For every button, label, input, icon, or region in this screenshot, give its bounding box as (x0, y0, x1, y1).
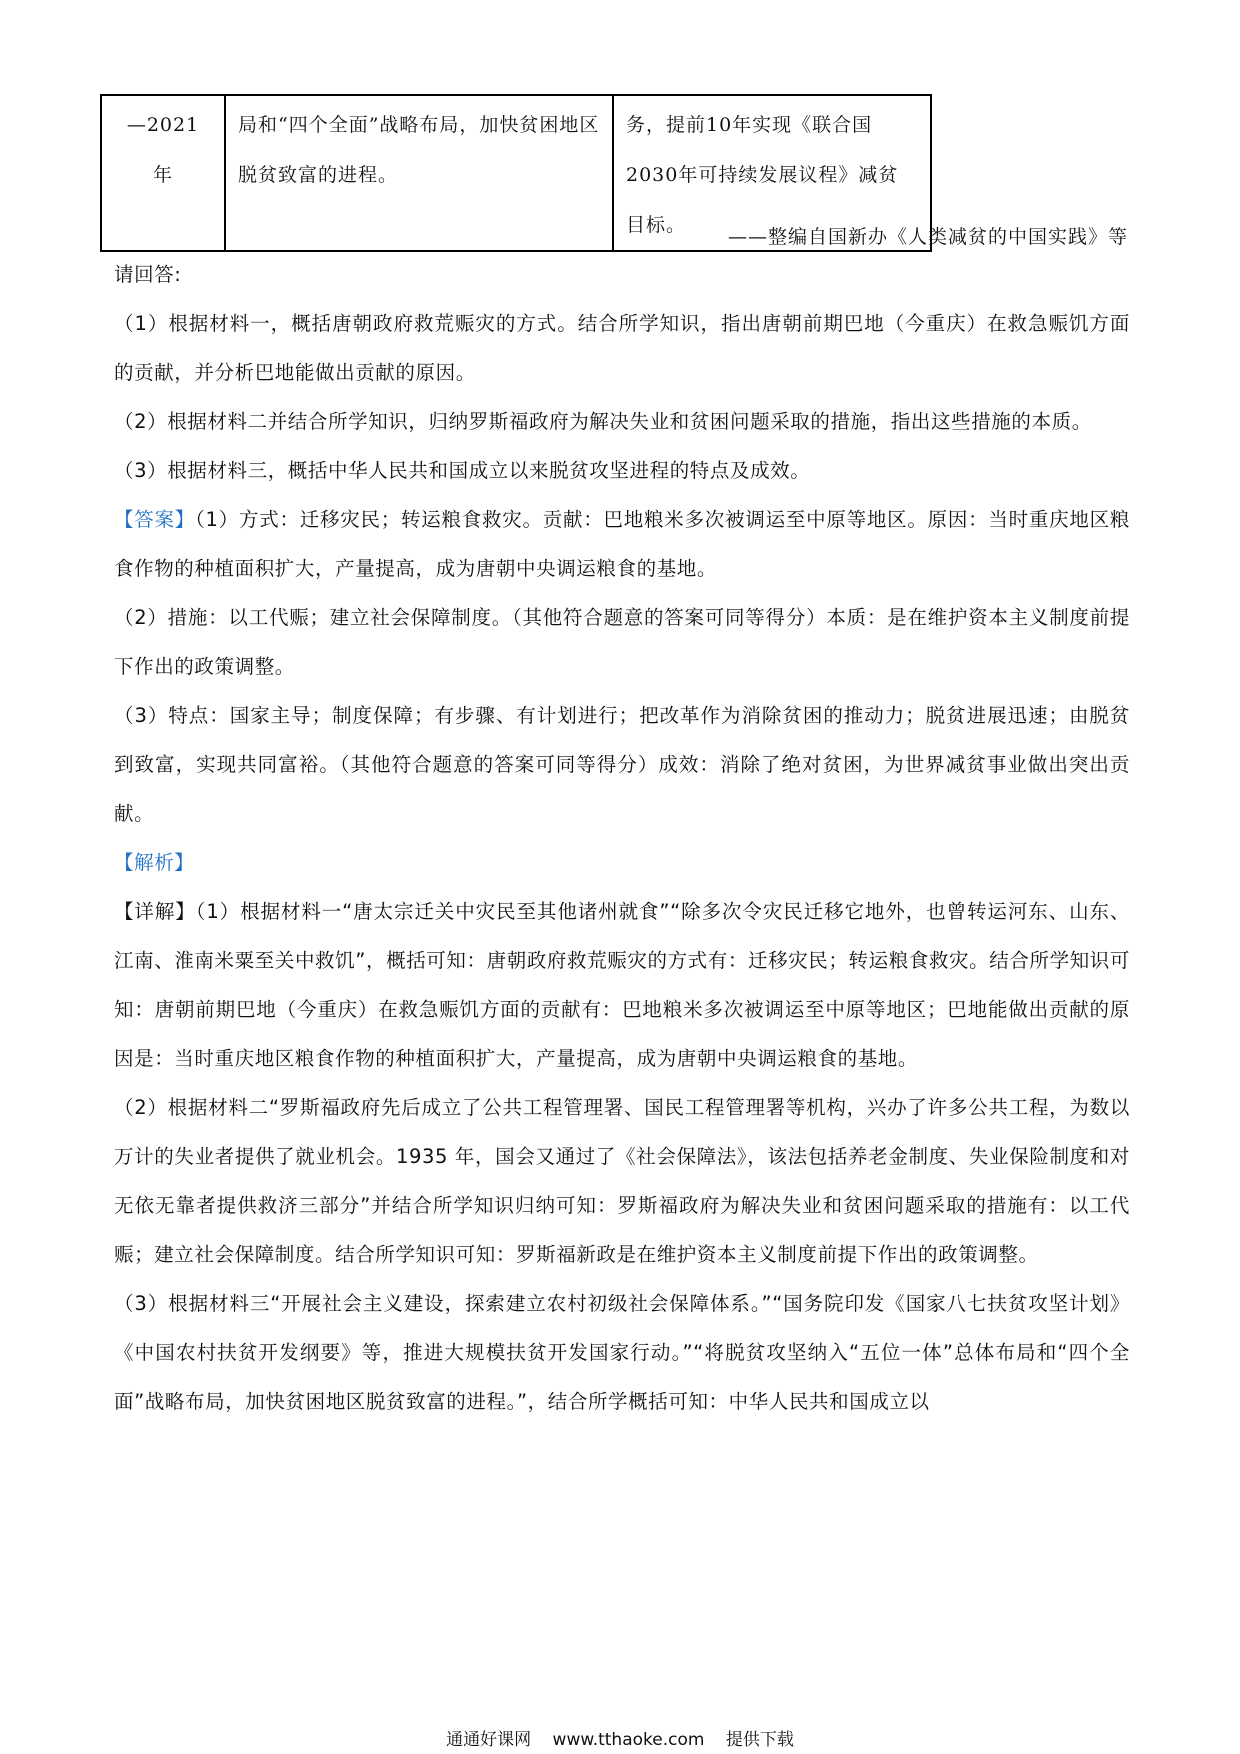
analysis-text-1: （1）根据材料一“唐太宗迁关中灾民至其他诸州就食”“除多次令灾民迁移它地外，也曾转运河东、山东、江南、淮南米粟至关中救饥”，概括可知：唐朝政府救荒赈灾的方式有：迁移灾民；转运粮食救灾。结合所学知识可知：唐朝前期巴地（今重庆）在救急赈饥方面的贡献有：巴地粮米多次被调运至中原等地区；巴地能做出贡献的原因是：当时重庆地区粮食作物的种植面积扩大，产量提高，成为唐朝中央调运粮食的基地。 (114, 900, 1130, 1070)
analysis-heading (114, 838, 1130, 887)
answer-paragraph-2: （2）措施：以工代赈；建立社会保障制度。（其他符合题意的答案可同等得分）本质：是在维护资本主义制度前提下作出的政策调整。 (114, 606, 1130, 678)
page-footer (0, 1725, 1240, 1750)
footer-url[interactable]: www.tthaoke.com (552, 1730, 705, 1750)
answer-paragraph-3: （3）特点：国家主导；制度保障；有步骤、有计划进行；把改革作为消除贫困的推动力；脱贫进展迅速；由脱贫到致富，实现共同富裕。（其他符合题意的答案可同等得分）成效：消除了绝对贫困，为世界减贫事业做出突出贡献。 (114, 704, 1130, 825)
analysis-tag: 【解析】 (114, 851, 195, 874)
answer-text-1: （1）方式：迁移灾民；转运粮食救灾。贡献：巴地粮米多次被调运至中原等地区。原因：当时重庆地区粮食作物的种植面积扩大，产量提高，成为唐朝中央调运粮食的基地。 (114, 508, 1131, 580)
detail-tag: 【详解】 (114, 900, 196, 923)
answer-paragraph-1 (114, 495, 1130, 593)
prompt-text: 请回答: (114, 263, 182, 286)
table-cell-year: —2021 年 (101, 95, 225, 251)
table-cell-measure: 局和“四个全面”战略布局，加快贫困地区脱贫致富的进程。 (225, 95, 613, 251)
footer-site-name: 通通好课网 (446, 1730, 532, 1750)
question-3: （3）根据材料三，概括中华人民共和国成立以来脱贫攻坚进程的特点及成效。 (114, 459, 811, 482)
document-body (114, 250, 1130, 1426)
analysis-paragraph-2: （2）根据材料二“罗斯福政府先后成立了公共工程管理署、国民工程管理署等机构，兴办了许多公共工程，为数以万计的失业者提供了就业机会。1935 年，国会又通过了《社会保障法》，该法包括养老金制度、失业保险制度和对无依无靠者提供救济三部分”并结合所学知识归纳可知：罗斯福政府为解决失业和贫困问题采取的措施有：以工代赈；建立社会保障制度。结合所学知识可知：罗斯福新政是在维护资本主义制度前提下作出的政策调整。 (114, 1096, 1130, 1266)
footer-note: 提供下载 (725, 1730, 794, 1750)
answer-tag: 【答案】 (114, 508, 196, 531)
table-cell-result: 务，提前10年实现《联合国2030年可持续发展议程》减贫目标。 (613, 95, 931, 251)
analysis-paragraph-1 (114, 887, 1130, 1083)
question-2: （2）根据材料二并结合所学知识，归纳罗斯福政府为解决失业和贫困问题采取的措施，指出这些措施的本质。 (114, 410, 1092, 433)
analysis-paragraph-3: （3）根据材料三“开展社会主义建设，探索建立农村初级社会保障体系。”“国务院印发《国家八七扶贫攻坚计划》《中国农村扶贫开发纲要》等，推进大规模扶贫开发国家行动。”“将脱贫攻坚纳入“五位一体”总体布局和“四个全面”战略布局，加快贫困地区脱贫致富的进程。”，结合所学概括可知：中华人民共和国成立以 (114, 1292, 1130, 1413)
question-1: （1）根据材料一，概括唐朝政府救荒赈灾的方式。结合所学知识，指出唐朝前期巴地（今重庆）在救急赈饥方面的贡献，并分析巴地能做出贡献的原因。 (114, 312, 1130, 384)
material-source: ——整编自国新办《人类减贫的中国实践》等 (727, 226, 1128, 248)
